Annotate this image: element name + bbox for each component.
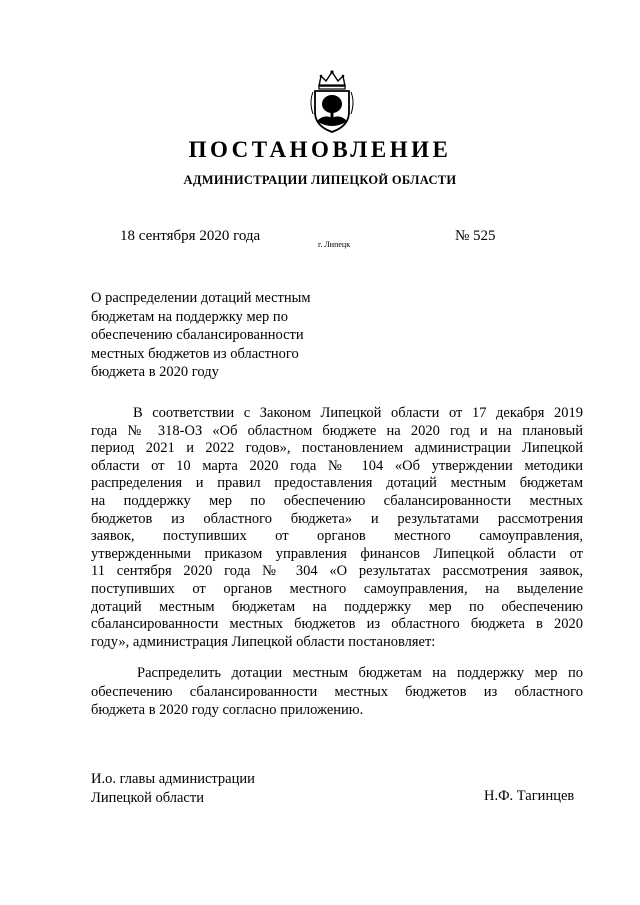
signatory-position-line: Липецкой области [91, 789, 204, 806]
paragraph-line: на поддержку мер по обеспечению сбалансированности местных [91, 492, 583, 509]
document-title: ПОСТАНОВЛЕНИЕ [188, 137, 452, 162]
signatory-position-line: И.о. главы администрации [91, 771, 255, 787]
document-number: № 525 [455, 228, 496, 244]
document-date: 18 сентября 2020 года [120, 228, 261, 244]
paragraph-line: поступивших от органов местного самоуправления, на выделение [91, 580, 583, 597]
paragraph-line: В соответствии с Законом Липецкой области от 17 декабря 2019 [133, 405, 583, 421]
paragraph-line: области от 10 марта 2020 года № 104 «Об утверждении методики [91, 457, 583, 474]
paragraph-line: заявок, поступивших от органов местного самоуправления, [91, 528, 583, 545]
paragraph-line: 11 сентября 2020 года № 304 «О результатах рассмотрения заявок, [91, 563, 583, 580]
subject-line: О распределении дотаций местным [91, 290, 311, 306]
paragraph-line: период 2021 и 2022 годов», постановлением администрации Липецкой [91, 440, 583, 457]
preamble-paragraph [91, 405, 583, 651]
subject-line: обеспечению сбалансированности [91, 327, 304, 344]
signatory-position [91, 770, 255, 807]
paragraph-line: распределения и правил предоставления дотаций местным бюджетам [91, 475, 583, 492]
coat-of-arms-icon [307, 68, 357, 134]
subject-line: местных бюджетов из областного [91, 345, 299, 362]
paragraph-line: года № 318-ОЗ «Об областном бюджете на 2020 год и на плановый [91, 422, 583, 439]
document-subject [91, 289, 351, 382]
resolution-paragraph [91, 664, 583, 720]
paragraph-line: дотаций местным бюджетам на поддержку мер по обеспечению [91, 598, 583, 615]
document-city: г. Липецк [318, 240, 351, 249]
paragraph-line: бюджетов из областного бюджета» и результатами рассмотрения [91, 510, 583, 527]
paragraph-line: Распределить дотации местным бюджетам на поддержку мер по [137, 665, 583, 681]
paragraph-line: бюджета в 2020 году согласно приложению. [91, 702, 364, 718]
issuing-authority: АДМИНИСТРАЦИИ ЛИПЕЦКОЙ ОБЛАСТИ [183, 173, 457, 187]
paragraph-line: году», администрация Липецкой области постановляет: [91, 633, 436, 650]
paragraph-line: сбалансированности местных бюджетов из областного бюджета в 2020 [91, 616, 583, 633]
subject-line: бюджета в 2020 году [91, 364, 219, 381]
paragraph-line: обеспечению сбалансированности местных бюджетов из областного [91, 683, 583, 700]
signatory-name: Н.Ф. Тагинцев [484, 788, 575, 804]
subject-line: бюджетам на поддержку мер по [91, 308, 288, 325]
paragraph-line: утвержденными приказом управления финансов Липецкой области от [91, 545, 583, 562]
